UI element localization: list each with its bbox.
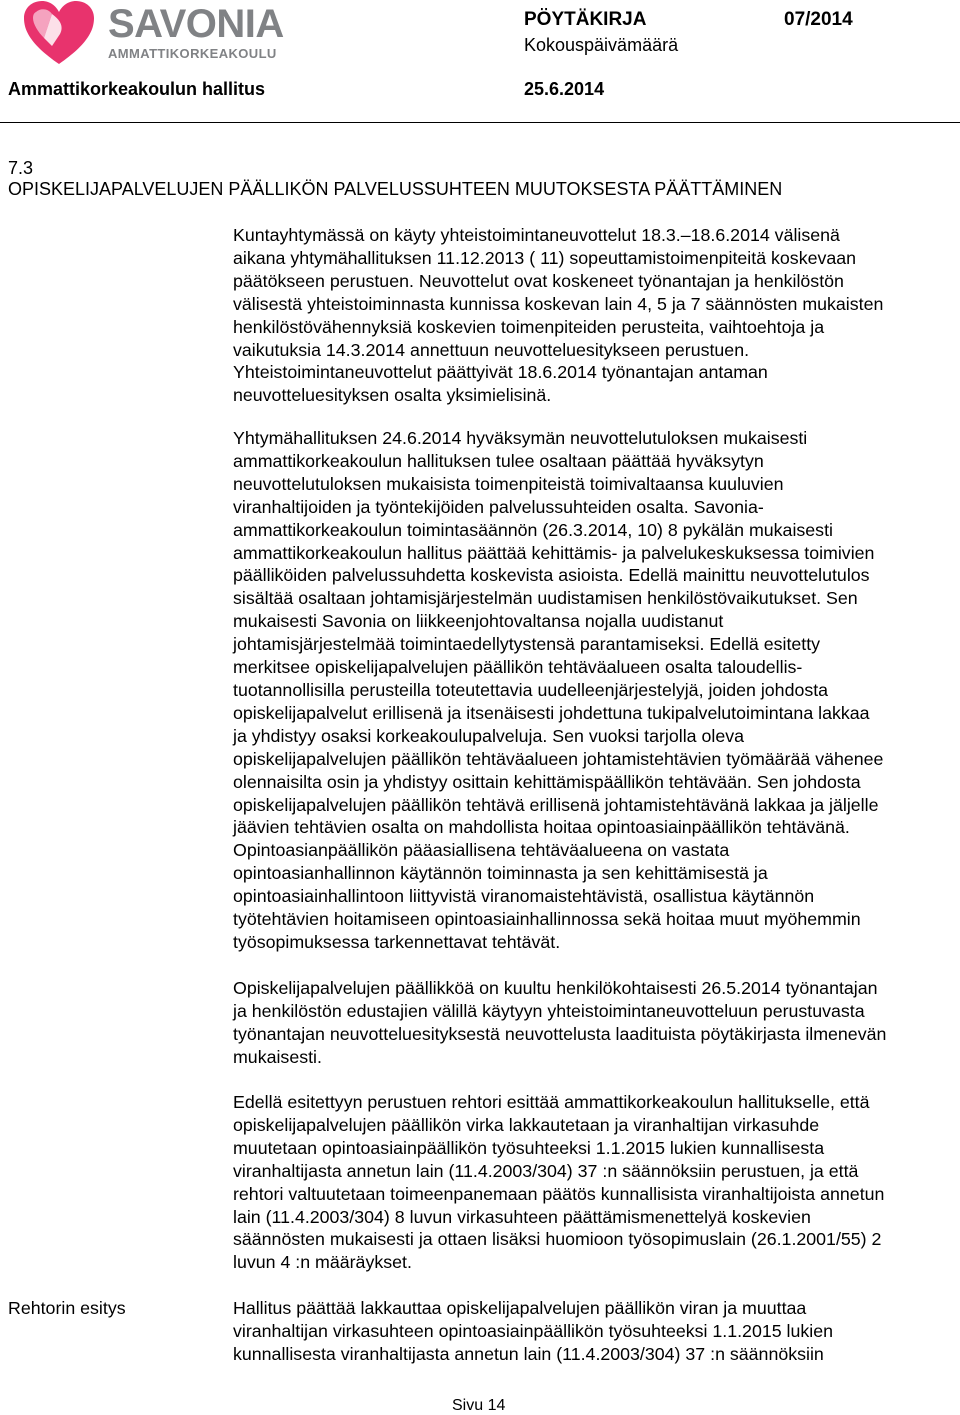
document-type: PÖYTÄKIRJA — [524, 9, 647, 30]
section-number: 7.3 — [8, 158, 34, 178]
proposal-text: Hallitus päättää lakkauttaa opiskelijapalvelujen päällikön viran ja muuttaa viranhaltijan virkasuhteen opintoasiainpäällikön työsuhteeksi 1.1.2015 lukien kunnallisesta viranhaltijasta annetun lain (11.4.2003/304) 37 :n säännöksiin — [233, 1298, 834, 1364]
proposal-label: Rehtorin esitys — [8, 1298, 126, 1318]
savonia-heart-icon — [22, 0, 96, 68]
header-divider — [0, 122, 960, 123]
document-number: 07/2014 — [784, 9, 853, 30]
organization-name: Ammattikorkeakoulun hallitus — [8, 79, 266, 99]
body-paragraph: Opiskelijapalvelujen päällikköä on kuultu henkilökohtaisesti 26.5.2014 työnantajan ja henkilöstön edustajien välillä käytyyn yhteistoimintaneuvotteluun perustuvasta työnantajan neuvotteluesityksestä neuvottelusta laadituista pöytäkirjasta ilmenevän mukaisesti. — [233, 978, 887, 1067]
body-paragraph: Kuntayhtymässä on käyty yhteistoimintaneuvottelut 18.3.–18.6.2014 välisenä aikana yhtymähallituksen 11.12.2013 ( 11) sopeuttamistoimenpiteitä koskevaan päätökseen perustuen. Neuvottelut ovat koskeneet työnantajan ja henkilöstön välisestä yhteistoiminnasta kunnissa koskevan lain 4, 5 ja 7 säännösten mukaisten henkilöstövähennyksiä koskevien toimenpiteiden perusteita, vaihtoehtoja ja vaikutuksia 14.3.2014 annettuun neuvotteluesitykseen perustuen. Yhteistoimintaneuvottelut päättyivät 18.6.2014 työnantajan antaman neuvotteluesityksen osalta yksimielisinä. — [233, 225, 884, 406]
body-paragraph: Edellä esitettyyn perustuen rehtori esittää ammattikorkeakoulun hallitukselle, että opiskelijapalvelujen päällikön virka lakkautetaan ja viranhaltijan virkasuhde muutetaan opintoasiainpäällikön työsuhteeksi 1.1.2015 lukien kunnallisesta viranhaltijasta annetun lain (11.4.2003/304) 37 :n säännöksiin perustuen, ja että rehtori valtuutetaan toimeenpanemaan päätös kunnallisista viranhaltijoista annetun lain (11.4.2003/304) 8 luvun virkasuhteen päättämismenettelyä koskevien säännösten mukaisesti ja ottaen lisäksi huomioon työsopimuslain (26.1.2001/55) 2 luvun 4 :n määräykset. — [233, 1092, 885, 1273]
savonia-logo — [22, 0, 292, 70]
body-paragraph: Yhtymähallituksen 24.6.2014 hyväksymän neuvottelutuloksen mukaisesti ammattikorkeakoulun hallituksen tulee osaltaan päättää hyväksytyn neuvottelutuloksen mukaisista toimenpiteistä toimivaltaansa kuuluvien viranhaltijoiden ja työntekijöiden palvelussuhteiden osalta. Savonia- ammattikorkeakoulun toimintasäännön (26.3.2014, 10) 8 pykälän mukaisesti ammattikorkeakoulun hallitus päättää kehittämis- ja palvelukeskuksessa toimivien päälliköiden palvelussuhdetta koskevista asioista. Edellä mainittu neuvottelutulos sisältää osaltaan johtamisjärjestelmän uudistamisen henkilöstövaikutukset. Sen mukaisesti Savonia on liikkeenjohtovaltansa nojalla uudistanut johtamisjärjestelmää toimintaedellytystensä parantamiseksi. Edellä esitetty merkitsee opiskelijapalvelujen päällikön tehtäväalueen osalta taloudellis- tuotannollisilla perusteilla toteutettavia uudelleenjärjestelyjä, joiden johdosta opiskelijapalvelut erillisenä ja itsenäisesti johdettuna tukipalvelutoimintana lakkaa ja yhdistyy osaksi korkeakoulupalveluja. Sen vuoksi tarjolla oleva opiskelijapalvelujen päällikön tehtäväalueen johtamistehtävien työmäärää vähenee olennaisilta osin ja yhdistyy osittain kehittämispäällikön tehtävään. Sen johdosta opiskelijapalvelujen päällikön tehtävä erillisenä johtamistehtävänä lakkaa ja jäljelle jäävien tehtävien osalta on mahdollista hoitaa opintoasiainpäällikön tehtävänä. Opintoasianpäällikön pääasiallisena tehtäväalueena on vastata opintoasianhallinnon käytännön toiminnasta ja sen kehittämisestä ja opintoasiainhallintoon liittyvistä viranomaistehtävistä, osallistua käytännön työtehtävien hoitamiseen opintoasiainhallinnossa sekä hoitaa muut myöhemmin työsopimuksessa tarkennettavat tehtävät. — [233, 428, 884, 952]
meeting-date: 25.6.2014 — [524, 79, 605, 99]
page-number: Sivu 14 — [452, 1397, 506, 1414]
logo-wordmark: SAVONIA — [108, 2, 284, 46]
meeting-date-label: Kokouspäivämäärä — [524, 35, 679, 55]
logo-subtitle: AMMATTIKORKEAKOULU — [108, 46, 277, 61]
section-title: OPISKELIJAPALVELUJEN PÄÄLLIKÖN PALVELUSSUHTEEN MUUTOKSESTA PÄÄTTÄMINEN — [8, 179, 783, 199]
